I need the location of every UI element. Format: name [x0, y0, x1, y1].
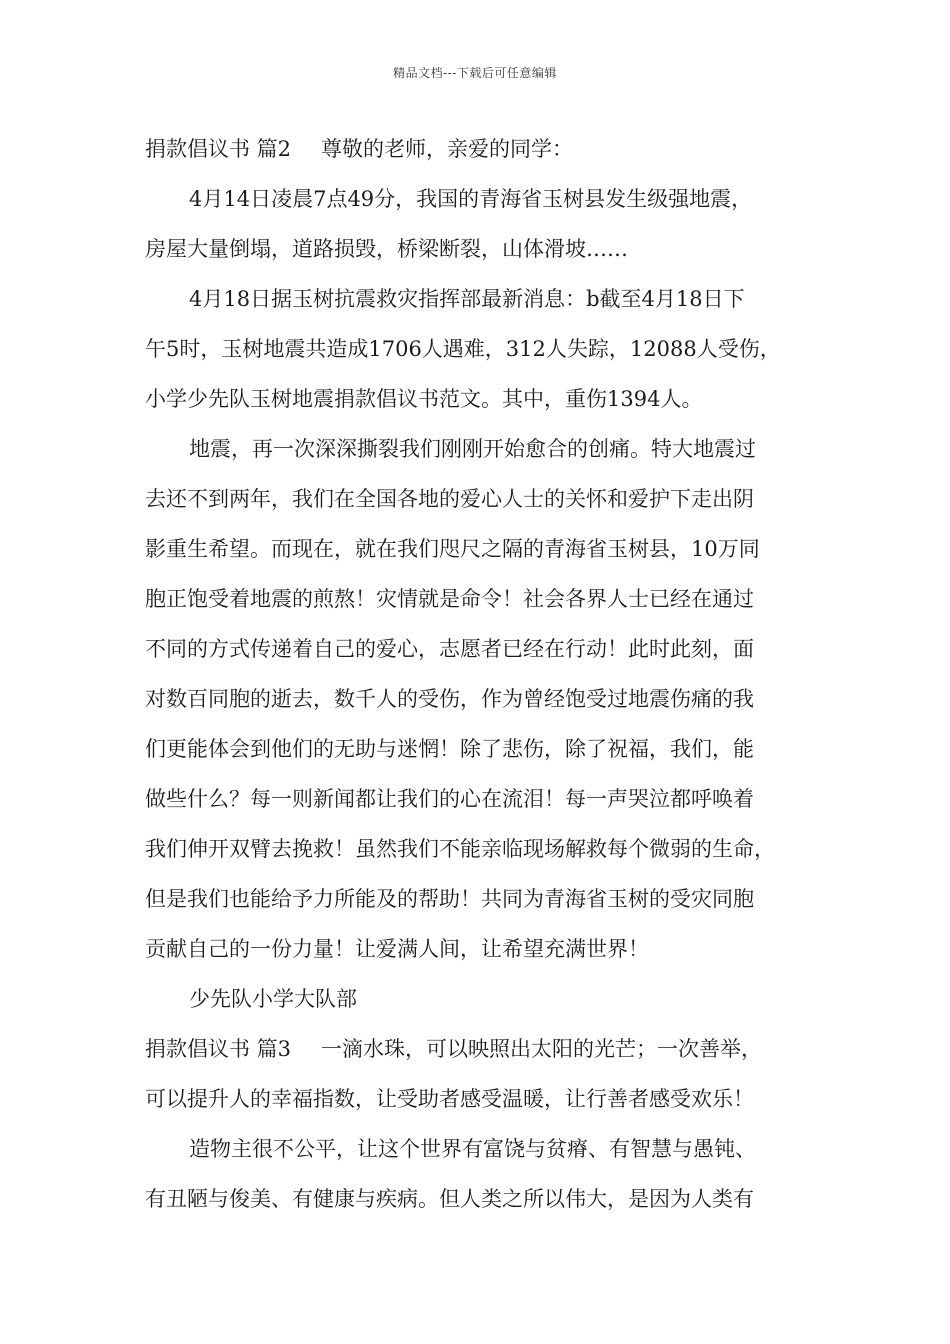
text-line: 小学少先队玉树地震捐款倡议书范文。其中，重伤1394人。: [145, 387, 703, 411]
text-line: 地震，再一次深深撕裂我们刚刚开始愈合的创痛。特大地震过: [189, 437, 756, 461]
text-line: 房屋大量倒塌，道路损毁，桥梁断裂，山体滑坡……: [145, 237, 628, 261]
text-line: 4月14日凌晨7点49分，我国的青海省玉树县发生级强地震，: [189, 187, 753, 211]
text-line: 去还不到两年，我们在全国各地的爱心人士的关怀和爱护下走出阴: [145, 487, 754, 511]
text-line: 贡献自己的一份力量！让爱满人间，让希望充满世界！: [145, 937, 649, 961]
text-line: 做些什么？每一则新闻都让我们的心在流泪！每一声哭泣都呼唤着: [145, 787, 754, 811]
text-line: 影重生希望。而现在，就在我们咫尺之隔的青海省玉树县，10万同: [145, 537, 760, 561]
text-line: 我们伸开双臂去挽救！虽然我们不能亲临现场解救每个微弱的生命，: [145, 837, 775, 861]
text-line: 午5时，玉树地震共造成1706人遇难，312人失踪，12088人受伤，: [145, 337, 781, 361]
text-line: 4月18日据玉树抗震救灾指挥部最新消息：b截至4月18日下: [189, 287, 745, 311]
page-header: 精品文档---下载后可任意编辑: [393, 66, 557, 80]
text-line: 但是我们也能给予力所能及的帮助！共同为青海省玉树的受灾同胞: [145, 887, 754, 911]
signature-line: 少先队小学大队部: [189, 987, 357, 1011]
text-line: 捐款倡议书 篇3 一滴水珠，可以映照出太阳的光芒；一次善举，: [145, 1037, 763, 1061]
text-line: 可以提升人的幸福指数，让受助者感受温暖，让行善者感受欢乐！: [145, 1087, 754, 1111]
text-line: 捐款倡议书 篇2 尊敬的老师，亲爱的同学：: [145, 137, 574, 161]
text-line: 造物主很不公平，让这个世界有富饶与贫瘠、有智慧与愚钝、: [189, 1137, 756, 1161]
text-line: 们更能体会到他们的无助与迷惘！除了悲伤，除了祝福，我们，能: [145, 737, 754, 761]
text-line: 胞正饱受着地震的煎熬！灾情就是命令！社会各界人士已经在通过: [145, 587, 754, 611]
text-line: 有丑陋与俊美、有健康与疾病。但人类之所以伟大，是因为人类有: [145, 1187, 754, 1211]
text-line: 对数百同胞的逝去，数千人的受伤，作为曾经饱受过地震伤痛的我: [145, 687, 754, 711]
text-line: 不同的方式传递着自己的爱心，志愿者已经在行动！此时此刻，面: [145, 637, 754, 661]
document-body: [145, 128, 825, 1228]
